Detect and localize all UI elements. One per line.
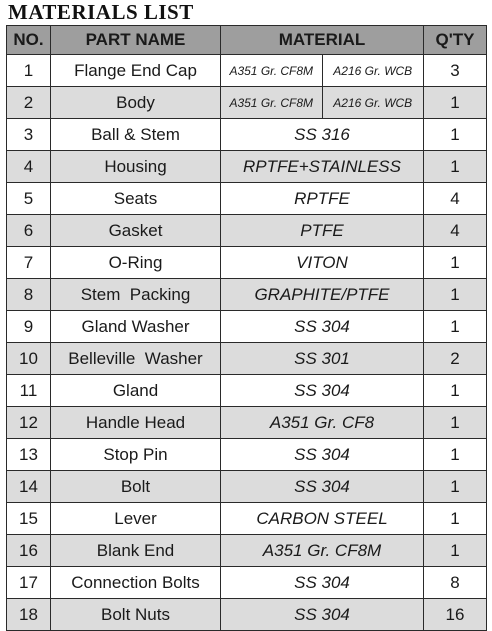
material: CARBON STEEL — [221, 503, 424, 535]
table-row — [7, 599, 487, 631]
item-number: 7 — [7, 247, 51, 279]
quantity: 1 — [424, 151, 487, 183]
material: RPTFE — [221, 183, 424, 215]
part-name: Stem Packing — [51, 279, 221, 311]
table-row — [7, 151, 487, 183]
material — [221, 55, 424, 87]
item-number: 18 — [7, 599, 51, 631]
header-part-name: PART NAME — [51, 26, 221, 55]
part-name: Gland — [51, 375, 221, 407]
item-number: 3 — [7, 119, 51, 151]
table-row — [7, 247, 487, 279]
material-option: A351 Gr. CF8M — [229, 95, 314, 110]
material: SS 304 — [221, 311, 424, 343]
part-name: Stop Pin — [51, 439, 221, 471]
header-no: NO. — [7, 26, 51, 55]
part-name: O-Ring — [51, 247, 221, 279]
quantity: 1 — [424, 311, 487, 343]
quantity: 4 — [424, 215, 487, 247]
part-name: Housing — [51, 151, 221, 183]
part-name: Connection Bolts — [51, 567, 221, 599]
quantity: 1 — [424, 407, 487, 439]
item-number: 2 — [7, 87, 51, 119]
material: A351 Gr. CF8 — [221, 407, 424, 439]
item-number: 16 — [7, 535, 51, 567]
header-qty: Q'TY — [424, 26, 487, 55]
table-row — [7, 535, 487, 567]
table-row — [7, 119, 487, 151]
material: VITON — [221, 247, 424, 279]
table-row — [7, 439, 487, 471]
part-name: Ball & Stem — [51, 119, 221, 151]
quantity: 3 — [424, 55, 487, 87]
item-number: 10 — [7, 343, 51, 375]
item-number: 17 — [7, 567, 51, 599]
item-number: 15 — [7, 503, 51, 535]
table-row — [7, 87, 487, 119]
material: SS 304 — [221, 599, 424, 631]
part-name: Handle Head — [51, 407, 221, 439]
material-option: A216 Gr. WCB — [322, 87, 424, 118]
material: A351 Gr. CF8M — [221, 535, 424, 567]
table-row — [7, 503, 487, 535]
material-option: A351 Gr. CF8M — [229, 63, 314, 78]
table-row — [7, 311, 487, 343]
table-row — [7, 55, 487, 87]
quantity: 1 — [424, 247, 487, 279]
item-number: 14 — [7, 471, 51, 503]
material-option: A216 Gr. WCB — [322, 55, 424, 86]
part-name: Gland Washer — [51, 311, 221, 343]
item-number: 9 — [7, 311, 51, 343]
quantity: 1 — [424, 535, 487, 567]
item-number: 4 — [7, 151, 51, 183]
quantity: 2 — [424, 343, 487, 375]
part-name: Flange End Cap — [51, 55, 221, 87]
quantity: 1 — [424, 471, 487, 503]
material: SS 316 — [221, 119, 424, 151]
table-row — [7, 215, 487, 247]
table-row — [7, 183, 487, 215]
table-row — [7, 343, 487, 375]
part-name: Gasket — [51, 215, 221, 247]
part-name: Lever — [51, 503, 221, 535]
table-row — [7, 567, 487, 599]
material: SS 304 — [221, 375, 424, 407]
material: SS 304 — [221, 471, 424, 503]
quantity: 1 — [424, 439, 487, 471]
quantity: 8 — [424, 567, 487, 599]
header-material: MATERIAL — [221, 26, 424, 55]
item-number: 6 — [7, 215, 51, 247]
material: PTFE — [221, 215, 424, 247]
material: SS 304 — [221, 439, 424, 471]
list-title: MATERIALS LIST — [8, 0, 194, 24]
item-number: 12 — [7, 407, 51, 439]
quantity: 1 — [424, 87, 487, 119]
item-number: 11 — [7, 375, 51, 407]
part-name: Bolt Nuts — [51, 599, 221, 631]
materials-table — [6, 25, 487, 631]
quantity: 4 — [424, 183, 487, 215]
quantity: 1 — [424, 279, 487, 311]
quantity: 1 — [424, 503, 487, 535]
material: SS 301 — [221, 343, 424, 375]
header-row — [7, 26, 487, 55]
part-name: Blank End — [51, 535, 221, 567]
quantity: 1 — [424, 119, 487, 151]
part-name: Body — [51, 87, 221, 119]
table-row — [7, 471, 487, 503]
material — [221, 87, 424, 119]
part-name: Belleville Washer — [51, 343, 221, 375]
material: RPTFE+STAINLESS — [221, 151, 424, 183]
table-row — [7, 375, 487, 407]
item-number: 1 — [7, 55, 51, 87]
material: GRAPHITE/PTFE — [221, 279, 424, 311]
item-number: 8 — [7, 279, 51, 311]
table-row — [7, 279, 487, 311]
quantity: 1 — [424, 375, 487, 407]
quantity: 16 — [424, 599, 487, 631]
part-name: Seats — [51, 183, 221, 215]
item-number: 5 — [7, 183, 51, 215]
material: SS 304 — [221, 567, 424, 599]
part-name: Bolt — [51, 471, 221, 503]
table-row — [7, 407, 487, 439]
item-number: 13 — [7, 439, 51, 471]
